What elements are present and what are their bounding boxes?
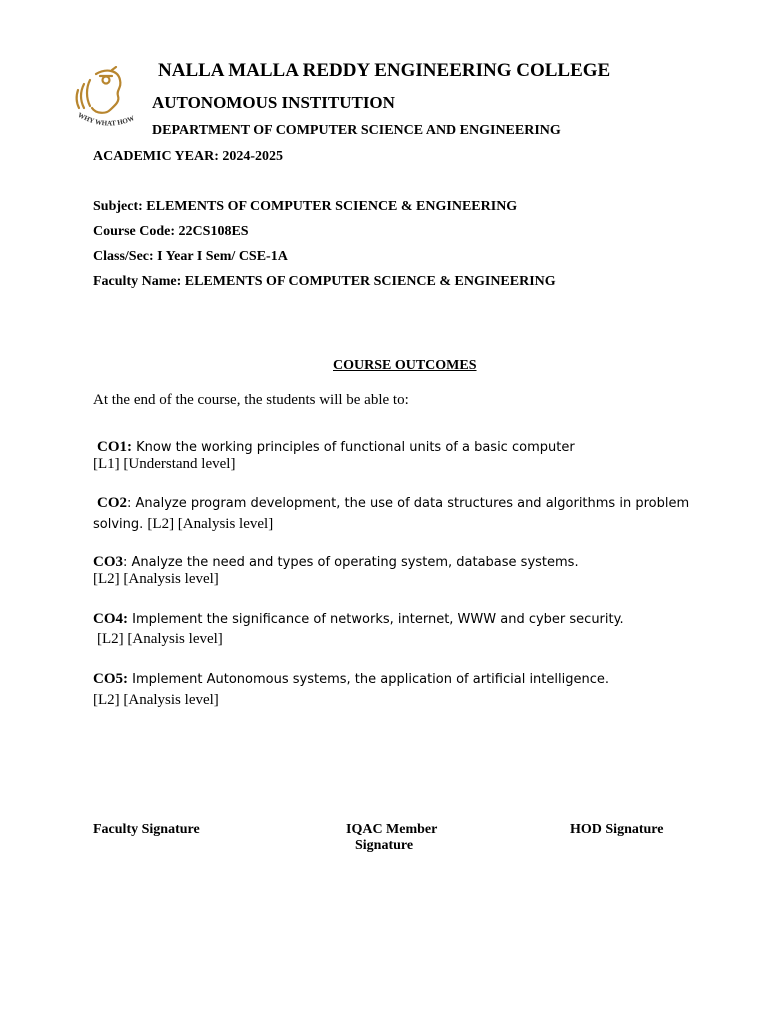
co4-code: CO4: [93,611,128,627]
co2-text-continued: solving. [93,517,148,532]
logo-text: WHY WHAT HOW [76,110,136,128]
hod-signature: HOD Signature [570,822,664,837]
co1-item [97,438,575,456]
co2-code: CO2 [97,495,127,511]
co5-item [93,670,609,688]
co3-text: : Analyze the need and types of operating system, database systems. [123,555,579,570]
co1-code: CO1: [97,439,132,455]
co3-code: CO3 [93,554,123,570]
college-logo [66,66,148,136]
co5-text: Implement Autonomous systems, the application of artificial intelligence. [128,672,609,687]
course-outcomes-heading: COURSE OUTCOMES [333,358,477,373]
co1-text: Know the working principles of functional units of a basic computer [132,440,575,455]
co2-text: : Analyze program development, the use of data structures and algorithms in problem [127,496,690,511]
faculty-signature: Faculty Signature [93,822,200,837]
outcomes-intro: At the end of the course, the students will be able to: [93,392,409,408]
co2-level: [L2] [Analysis level] [147,516,274,532]
co3-item [93,553,579,571]
college-name: NALLA MALLA REDDY ENGINEERING COLLEGE [158,60,611,81]
academic-year: ACADEMIC YEAR: 2024-2025 [93,149,284,164]
co5-level: [L2] [Analysis level] [93,692,219,708]
institution-type: AUTONOMOUS INSTITUTION [152,93,395,112]
co4-text: Implement the significance of networks, internet, WWW and cyber security. [128,612,624,627]
class-section: Class/Sec: I Year I Sem/ CSE-1A [93,249,288,264]
co1-level: [L1] [Understand level] [93,456,236,472]
co5-code: CO5: [93,671,128,687]
co2-item [97,494,689,512]
co2-line2 [93,515,273,533]
course-code: Course Code: 22CS108ES [93,224,249,239]
iqac-signature-line1: IQAC Member [346,822,438,837]
subject-line: Subject: ELEMENTS OF COMPUTER SCIENCE & ENGINEERING [93,199,518,214]
co3-level: [L2] [Analysis level] [93,571,219,587]
co4-level: [L2] [Analysis level] [97,631,223,647]
department-name: DEPARTMENT OF COMPUTER SCIENCE AND ENGINEERING [152,123,561,138]
co4-item [93,610,624,628]
faculty-name: Faculty Name: ELEMENTS OF COMPUTER SCIENCE & ENGINEERING [93,274,556,289]
iqac-signature-line2: Signature [355,838,414,853]
